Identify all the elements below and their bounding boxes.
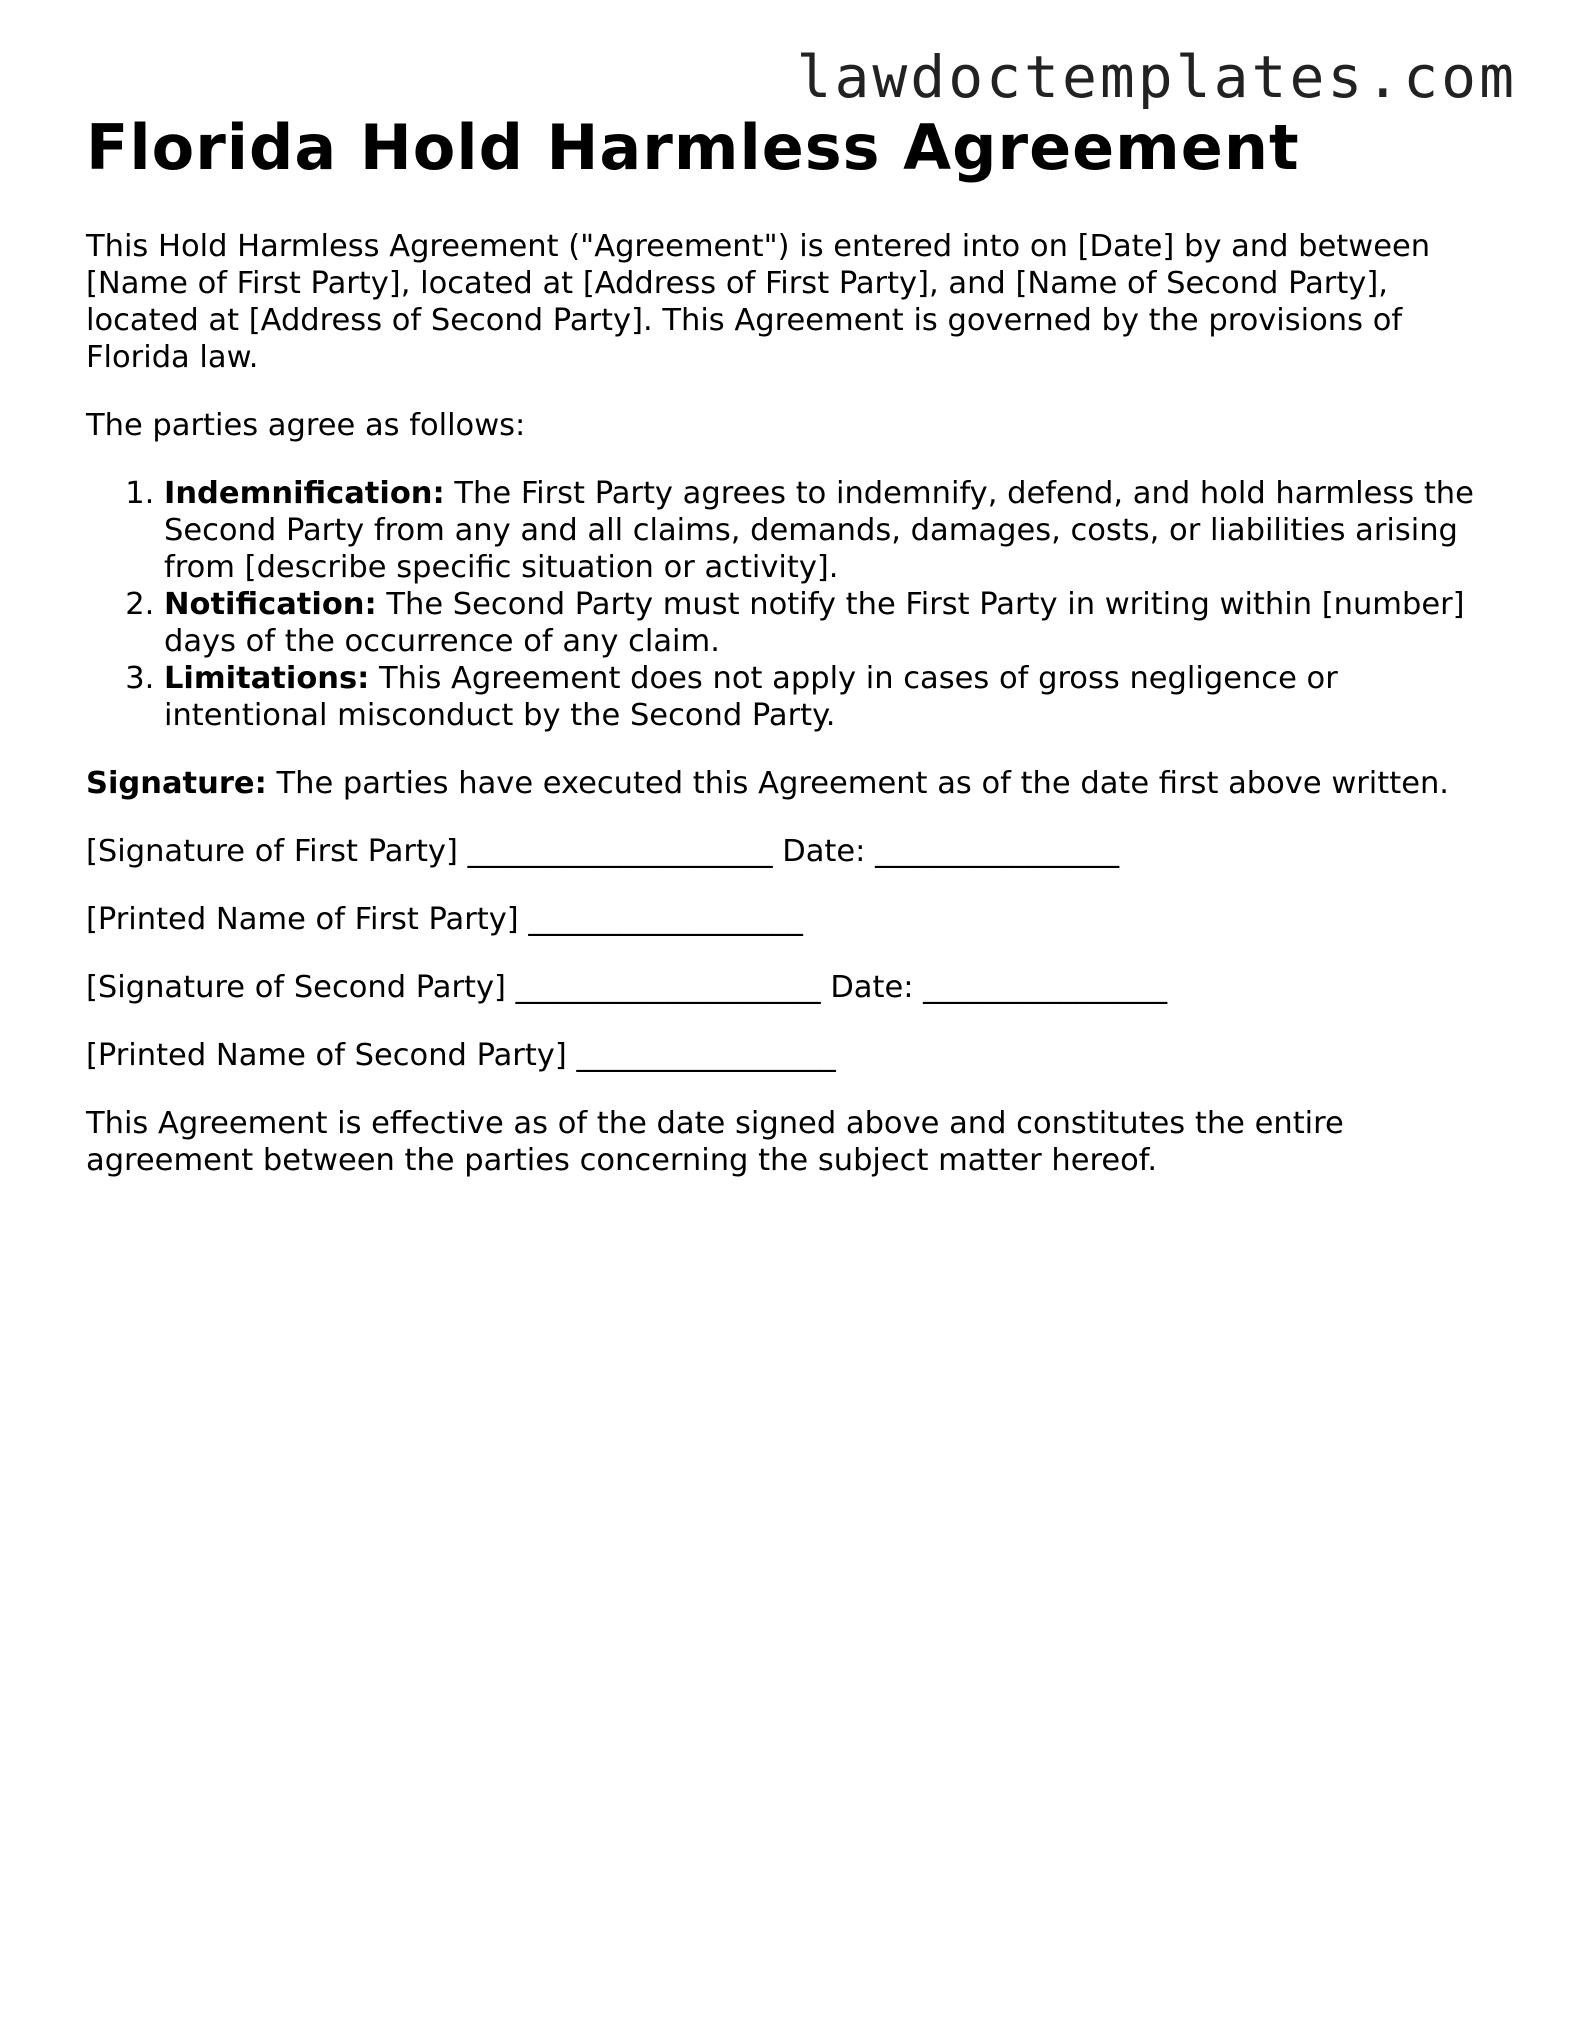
provision-limitations — [164, 660, 1506, 734]
signature-heading: Signature: — [86, 766, 267, 801]
provision-heading: Limitations: — [164, 661, 370, 696]
provision-text: The First Party agrees to indemnify, defend, and hold harmless the Second Party from any and all claims, demands, damages, costs, or liabilities arising from [describe specific situation or activity]. — [164, 476, 1474, 585]
first-party-printed-name-line: [Printed Name of First Party] __________________ — [86, 902, 803, 937]
signature-text: The parties have executed this Agreement as of the date first above written. — [266, 766, 1449, 801]
provisions-list — [86, 475, 1506, 734]
agree-paragraph: The parties agree as follows: — [86, 408, 526, 443]
provision-text: The Second Party must notify the First Party in writing within [number] days of the occurrence of any claim. — [164, 587, 1465, 659]
watermark: lawdoctemplates.com — [796, 43, 1517, 111]
provision-indemnification — [164, 475, 1506, 586]
intro-paragraph: This Hold Harmless Agreement ("Agreement") is entered into on [Date] by and between [Name of First Party], located at [Address of First Party], and [Name of Second Party], located at [Address of Second Party]. This Agreement is governed by the provisions of Florida law. — [86, 229, 1431, 375]
signature-paragraph — [86, 765, 1506, 802]
document-page — [86, 108, 1506, 1179]
document-title: Florida Hold Harmless Agreement — [86, 111, 1300, 184]
provision-notification — [164, 586, 1506, 660]
second-party-printed-name-line: [Printed Name of Second Party] _________________ — [86, 1038, 836, 1073]
second-party-signature-line: [Signature of Second Party] ____________________ Date: ________________ — [86, 970, 1168, 1005]
provision-text: This Agreement does not apply in cases of gross negligence or intentional misconduct by the Second Party. — [164, 661, 1338, 733]
provision-heading: Notification: — [164, 587, 377, 622]
first-party-signature-line: [Signature of First Party] ____________________ Date: ________________ — [86, 834, 1120, 869]
closing-paragraph: This Agreement is effective as of the date signed above and constitutes the entire agreement between the parties concerning the subject matter hereof. — [86, 1106, 1344, 1178]
provision-heading: Indemnification: — [164, 476, 445, 511]
